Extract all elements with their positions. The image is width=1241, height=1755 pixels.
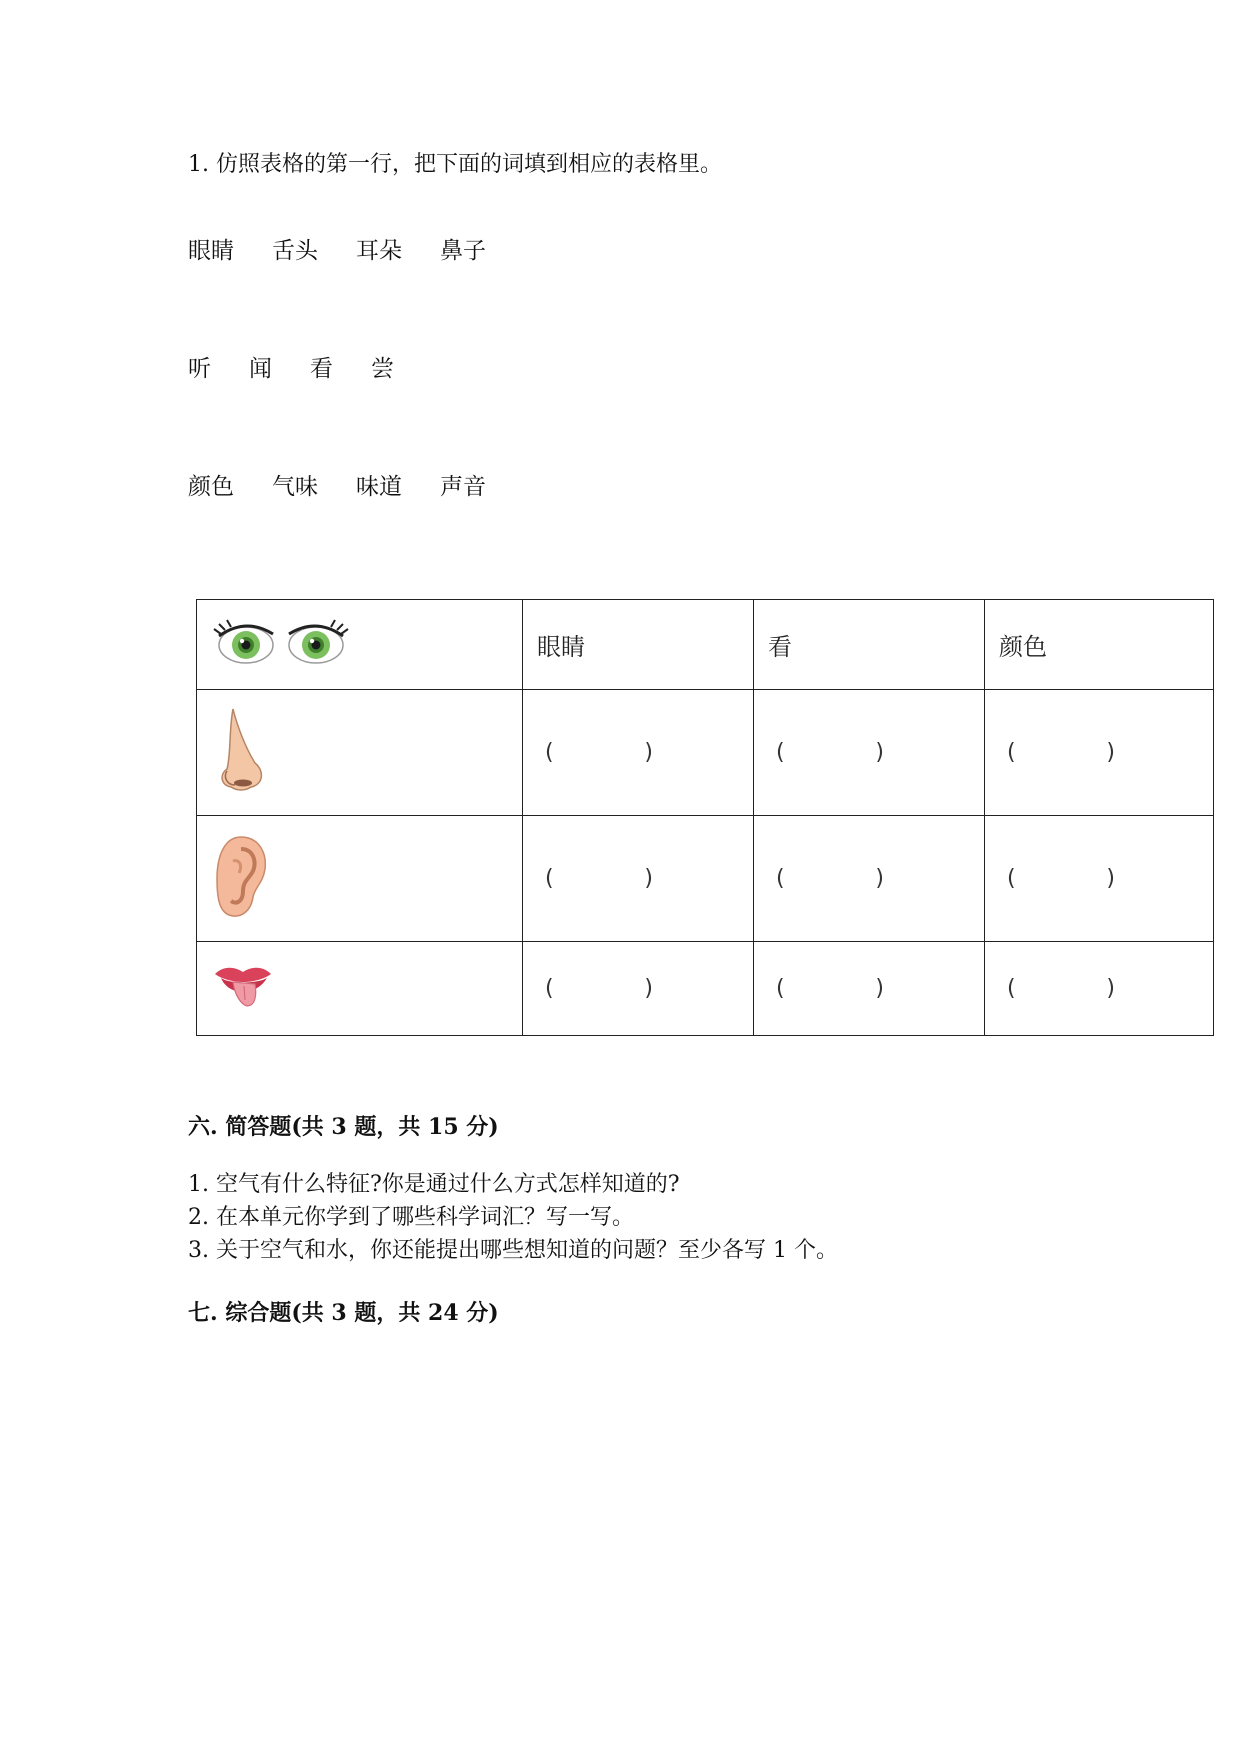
table-row <box>197 816 1214 942</box>
blank-cell[interactable] <box>754 690 985 816</box>
word: 声音 <box>440 474 486 500</box>
eyes-icon <box>211 612 351 672</box>
blank-parentheses: ( ) <box>776 740 884 765</box>
section-heading-comprehensive: 七. 综合题(共 3 题，共 24 分) <box>188 1300 499 1326</box>
blank-parentheses: ( ) <box>545 740 653 765</box>
blank-cell[interactable] <box>523 690 754 816</box>
ear-icon <box>211 831 271 921</box>
header-action: 看 <box>754 600 985 690</box>
blank-parentheses: ( ) <box>1007 976 1115 1001</box>
word: 味道 <box>356 474 402 500</box>
blank-cell[interactable] <box>985 816 1214 942</box>
blank-cell[interactable] <box>523 816 754 942</box>
word: 尝 <box>371 356 394 382</box>
blank-parentheses: ( ) <box>545 866 653 891</box>
blank-parentheses: ( ) <box>545 976 653 1001</box>
sense-table <box>196 599 1214 1036</box>
section-heading-short-answer: 六. 简答题(共 3 题，共 15 分) <box>188 1114 499 1140</box>
mouth-icon <box>211 960 275 1012</box>
blank-parentheses: ( ) <box>776 976 884 1001</box>
word: 眼睛 <box>188 238 234 264</box>
question-item: 2. 在本单元你学到了哪些科学词汇？写一写。 <box>188 1205 634 1230</box>
nose-icon <box>211 705 271 795</box>
word-group-senses <box>188 472 524 502</box>
word: 闻 <box>249 356 272 382</box>
nose-cell <box>197 690 523 816</box>
blank-cell[interactable] <box>985 942 1214 1036</box>
word: 气味 <box>272 474 318 500</box>
table-row <box>197 690 1214 816</box>
word: 舌头 <box>272 238 318 264</box>
table-row <box>197 942 1214 1036</box>
question-item: 1. 空气有什么特征?你是通过什么方式怎样知道的? <box>188 1172 680 1197</box>
word-group-actions <box>188 354 432 384</box>
question-item: 3. 关于空气和水，你还能提出哪些想知道的问题？至少各写 1 个。 <box>188 1238 838 1263</box>
mouth-cell <box>197 942 523 1036</box>
word: 颜色 <box>188 474 234 500</box>
word-group-organs <box>188 236 524 266</box>
blank-cell[interactable] <box>985 690 1214 816</box>
eyes-cell <box>197 600 523 690</box>
blank-cell[interactable] <box>523 942 754 1036</box>
word: 耳朵 <box>356 238 402 264</box>
header-organ: 眼睛 <box>523 600 754 690</box>
table-row <box>197 600 1214 690</box>
blank-parentheses: ( ) <box>776 866 884 891</box>
word: 看 <box>310 356 333 382</box>
blank-cell[interactable] <box>754 942 985 1036</box>
header-sense: 颜色 <box>985 600 1214 690</box>
ear-cell <box>197 816 523 942</box>
blank-parentheses: ( ) <box>1007 740 1115 765</box>
blank-parentheses: ( ) <box>1007 866 1115 891</box>
question-instruction: 1. 仿照表格的第一行，把下面的词填到相应的表格里。 <box>188 152 722 177</box>
word: 听 <box>188 356 211 382</box>
word: 鼻子 <box>440 238 486 264</box>
blank-cell[interactable] <box>754 816 985 942</box>
